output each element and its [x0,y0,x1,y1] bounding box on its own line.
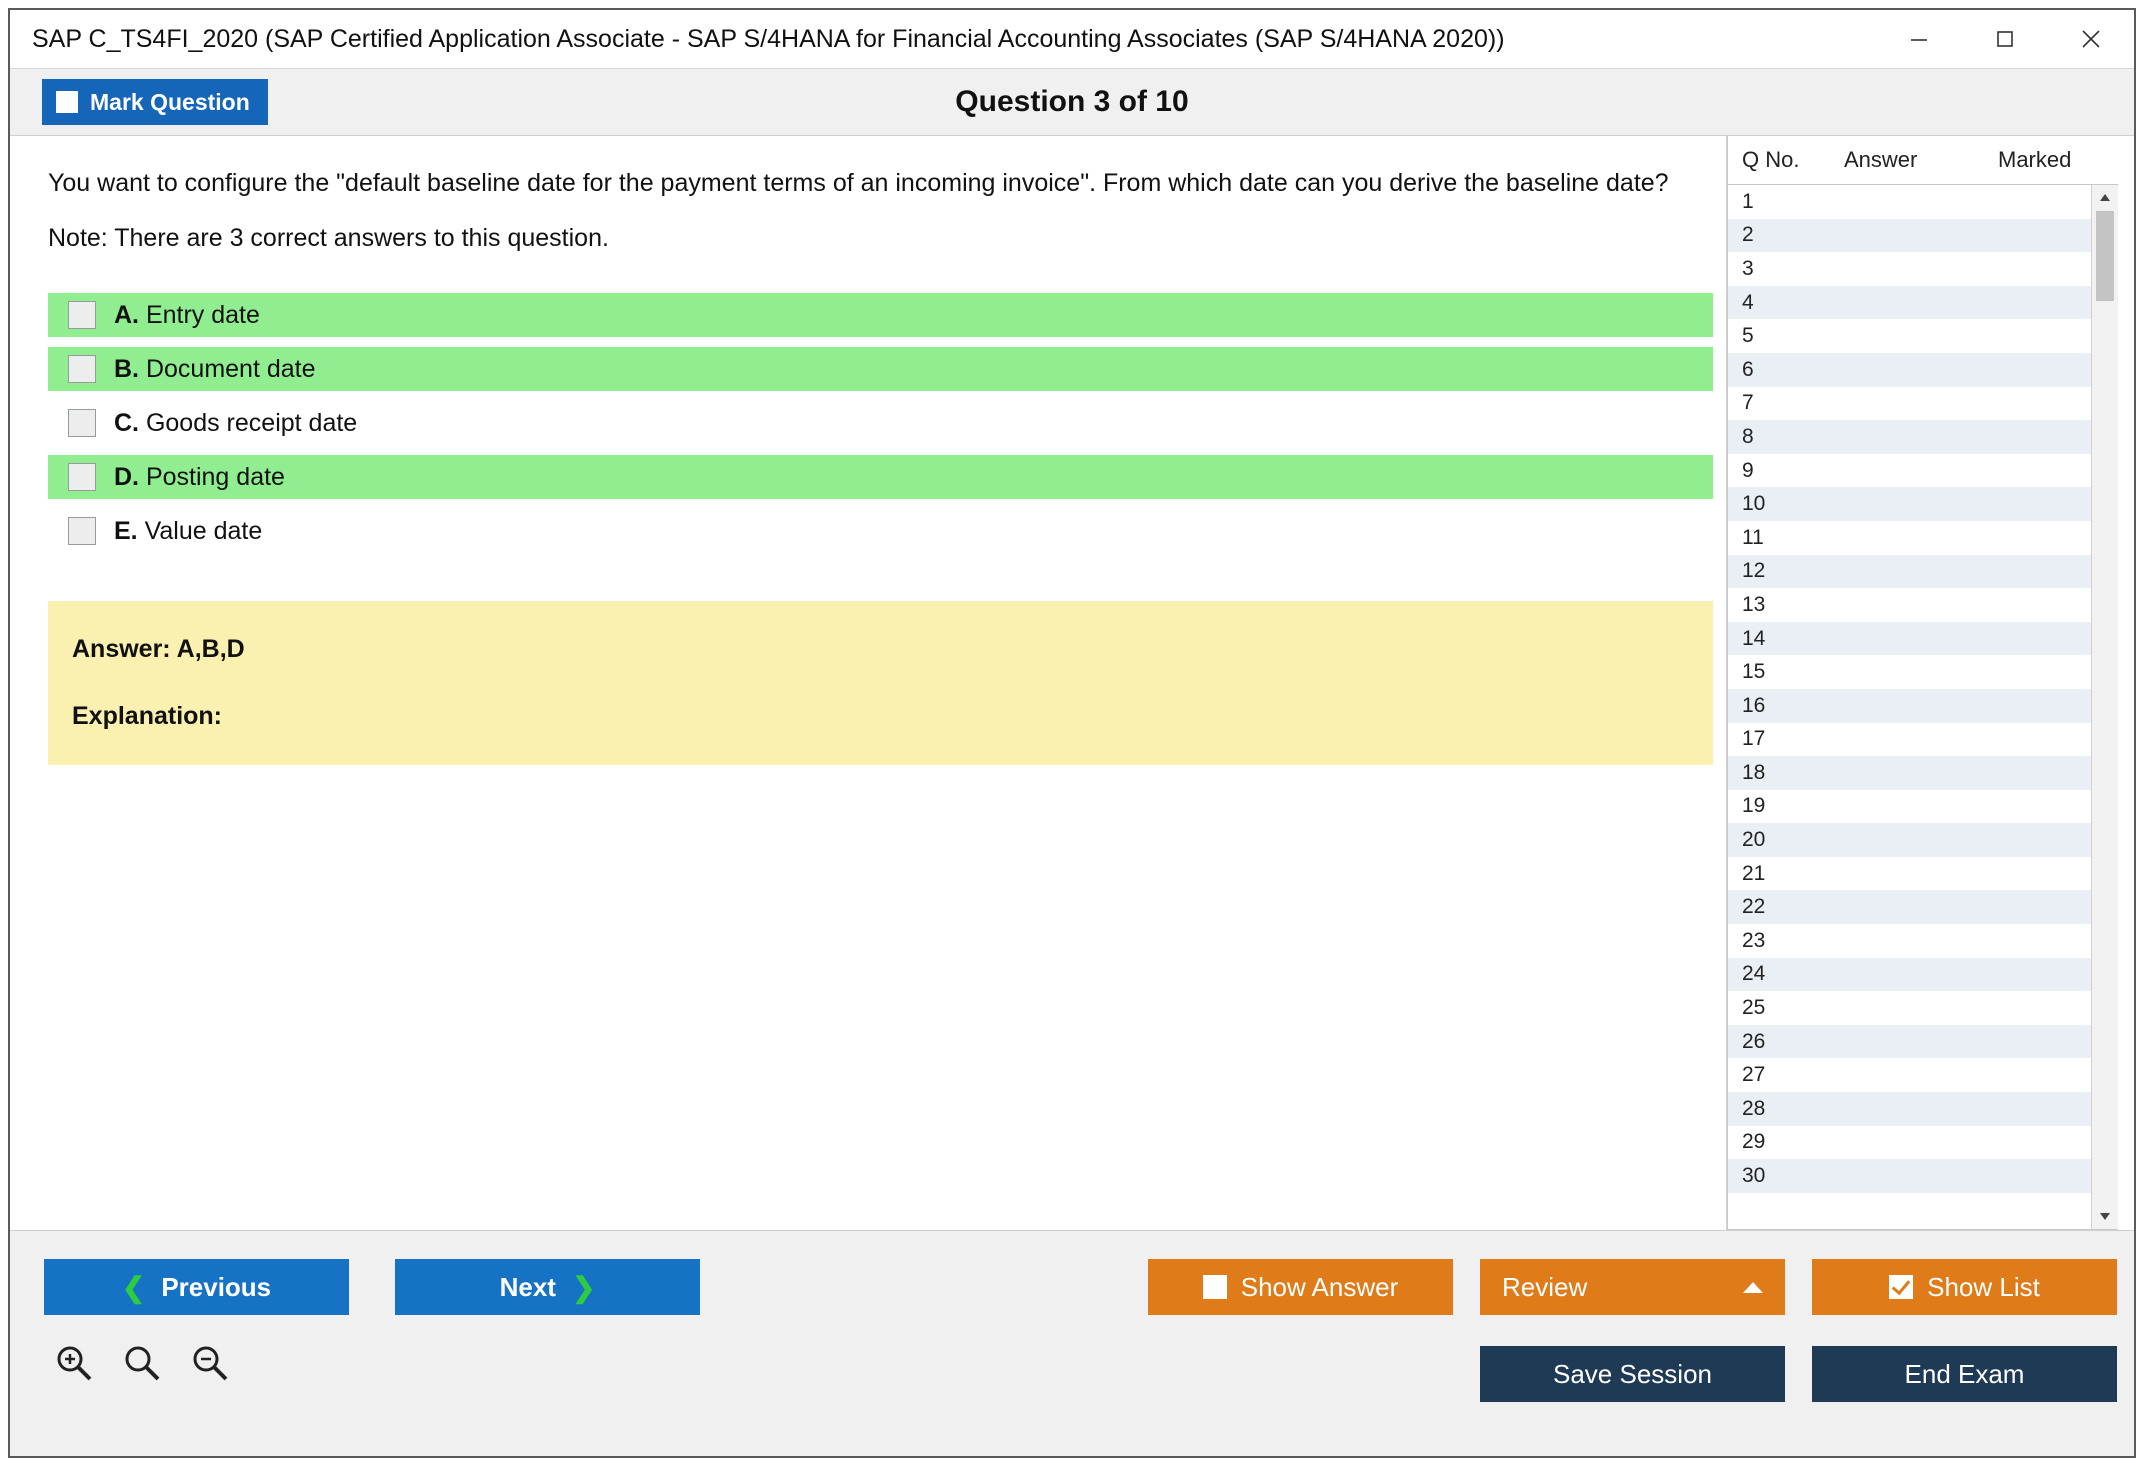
row-question-number: 15 [1742,660,1766,684]
window-title: SAP C_TS4FI_2020 (SAP Certified Application Associate - SAP S/4HANA for Financial Accounting Associates (SAP S/4HANA 2020)) [32,24,1505,53]
zoom-icon[interactable] [120,1341,164,1385]
row-question-number: 27 [1742,1063,1766,1087]
question-note: Note: There are 3 correct answers to this question. [48,224,609,253]
scrollbar-thumb[interactable] [2096,211,2114,301]
maximize-icon[interactable] [1962,10,2048,68]
question-list-row[interactable] [1728,319,2091,353]
question-list-panel [1727,136,2118,1230]
row-question-number: 7 [1742,391,1754,415]
question-list-row[interactable] [1728,890,2091,924]
chevron-left-icon: ❮ [121,1271,146,1303]
row-question-number: 19 [1742,794,1766,818]
question-list-row[interactable] [1728,588,2091,622]
row-question-number: 3 [1742,256,1754,280]
question-list-row[interactable] [1728,622,2091,656]
zoom-out-icon[interactable] [188,1341,232,1385]
explanation-label: Explanation: [72,702,223,731]
body-area [10,136,2134,1230]
question-list-row[interactable] [1728,1126,2091,1160]
question-list-row[interactable] [1728,723,2091,757]
question-list-row[interactable] [1728,286,2091,320]
title-bar [10,10,2134,69]
show-answer-button[interactable] [1148,1259,1453,1315]
row-question-number: 9 [1742,458,1754,482]
option-row-a[interactable] [48,293,1713,337]
option-label-e: E. Value date [114,516,263,545]
row-question-number: 1 [1742,189,1754,213]
mark-question-checkbox-icon[interactable] [56,91,78,113]
row-question-number: 17 [1742,727,1766,751]
row-question-number: 18 [1742,760,1766,784]
option-checkbox-d[interactable] [68,463,96,491]
footer-toolbar [10,1230,2134,1456]
zoom-in-icon[interactable] [52,1341,96,1385]
question-text: You want to configure the "default baseline date for the payment terms of an incoming invoice". From which date can you derive the baseline date? [48,169,1669,197]
question-pane [10,136,1727,1230]
column-header-answer: Answer [1844,147,1918,172]
row-question-number: 2 [1742,223,1754,247]
question-list-row[interactable] [1728,219,2091,253]
show-list-label: Show List [1927,1271,2040,1302]
answer-explanation-box [48,601,1713,765]
question-list-scrollbar[interactable] [2091,185,2118,1229]
minimize-icon[interactable] [1876,10,1962,68]
row-question-number: 24 [1742,962,1766,986]
question-list-row[interactable] [1728,790,2091,824]
option-label-a: A. Entry date [114,300,260,329]
row-question-number: 11 [1742,525,1764,549]
show-list-button[interactable] [1812,1259,2117,1315]
option-checkbox-a[interactable] [68,301,96,329]
row-question-number: 26 [1742,1029,1766,1053]
option-checkbox-b[interactable] [68,355,96,383]
row-question-number: 5 [1742,324,1754,348]
question-list-row[interactable] [1728,857,2091,891]
answer-options [48,293,1713,553]
row-question-number: 30 [1742,1164,1766,1188]
question-list-row[interactable] [1728,689,2091,723]
answer-text: Answer: A,B,D [72,635,245,664]
mark-question-button[interactable] [42,79,268,125]
question-list-row[interactable] [1728,1092,2091,1126]
row-question-number: 16 [1742,693,1766,717]
option-label-b: B. Document date [114,354,316,383]
row-question-number: 8 [1742,424,1754,448]
option-checkbox-c[interactable] [68,409,96,437]
row-question-number: 22 [1742,895,1766,919]
question-list-row[interactable] [1728,487,2091,521]
next-label: Next [499,1271,556,1302]
row-question-number: 25 [1742,996,1766,1020]
previous-button[interactable] [44,1259,349,1315]
question-list-row[interactable] [1728,252,2091,286]
exam-window [8,8,2136,1458]
scroll-down-icon[interactable] [2092,1203,2118,1229]
show-list-checkbox-icon[interactable] [1889,1275,1913,1299]
question-list-row[interactable] [1728,991,2091,1025]
option-row-d[interactable] [48,455,1713,499]
row-question-number: 20 [1742,828,1766,852]
row-question-number: 10 [1742,492,1766,516]
mark-question-label: Mark Question [90,88,250,115]
row-question-number: 14 [1742,626,1766,650]
window-controls [1876,10,2134,68]
show-answer-checkbox-icon[interactable] [1203,1275,1227,1299]
question-list-row[interactable] [1728,1058,2091,1092]
row-question-number: 23 [1742,928,1766,952]
row-question-number: 21 [1742,861,1766,885]
question-list-row[interactable] [1728,823,2091,857]
row-question-number: 13 [1742,592,1766,616]
option-row-b[interactable] [48,347,1713,391]
row-question-number: 29 [1742,1130,1766,1154]
question-list-row[interactable] [1728,555,2091,589]
question-list-row[interactable] [1728,185,2091,219]
zoom-controls [52,1341,232,1385]
close-icon[interactable] [2048,10,2134,68]
next-button[interactable] [395,1259,700,1315]
scroll-up-icon[interactable] [2092,185,2118,211]
column-header-marked: Marked [1998,147,2072,172]
chevron-right-icon: ❯ [571,1271,596,1303]
option-checkbox-e[interactable] [68,517,96,545]
row-question-number: 6 [1742,357,1754,381]
option-row-e[interactable] [48,509,1713,553]
question-counter: Question 3 of 10 [955,85,1189,118]
review-label: Review [1502,1271,1588,1302]
row-question-number: 12 [1742,559,1766,583]
option-row-c[interactable] [48,401,1713,445]
question-list-row[interactable] [1728,521,2091,555]
question-list-row[interactable] [1728,655,2091,689]
save-session-button[interactable] [1480,1346,1785,1402]
end-exam-label: End Exam [1904,1358,2025,1389]
show-answer-label: Show Answer [1240,1271,1399,1302]
column-header-qno: Q No. [1742,147,1800,172]
row-question-number: 4 [1742,290,1754,314]
save-session-label: Save Session [1553,1358,1712,1389]
question-list-rows[interactable] [1728,185,2091,1229]
option-label-d: D. Posting date [114,462,285,491]
option-label-c: C. Goods receipt date [114,408,358,437]
row-question-number: 28 [1742,1096,1766,1120]
previous-label: Previous [161,1271,272,1302]
question-list-body [1728,185,2118,1230]
question-list-row[interactable] [1728,924,2091,958]
end-exam-button[interactable] [1812,1346,2117,1402]
question-list-row[interactable] [1728,958,2091,992]
question-list-row[interactable] [1728,353,2091,387]
question-list-row[interactable] [1728,420,2091,454]
chevron-up-icon [1743,1282,1763,1293]
question-list-row[interactable] [1728,387,2091,421]
review-button[interactable] [1480,1259,1785,1315]
question-list-header [1728,136,2118,185]
question-list-row[interactable] [1728,1159,2091,1193]
question-list-row[interactable] [1728,1025,2091,1059]
header-strip [10,69,2134,136]
question-list-row[interactable] [1728,454,2091,488]
question-list-row[interactable] [1728,756,2091,790]
